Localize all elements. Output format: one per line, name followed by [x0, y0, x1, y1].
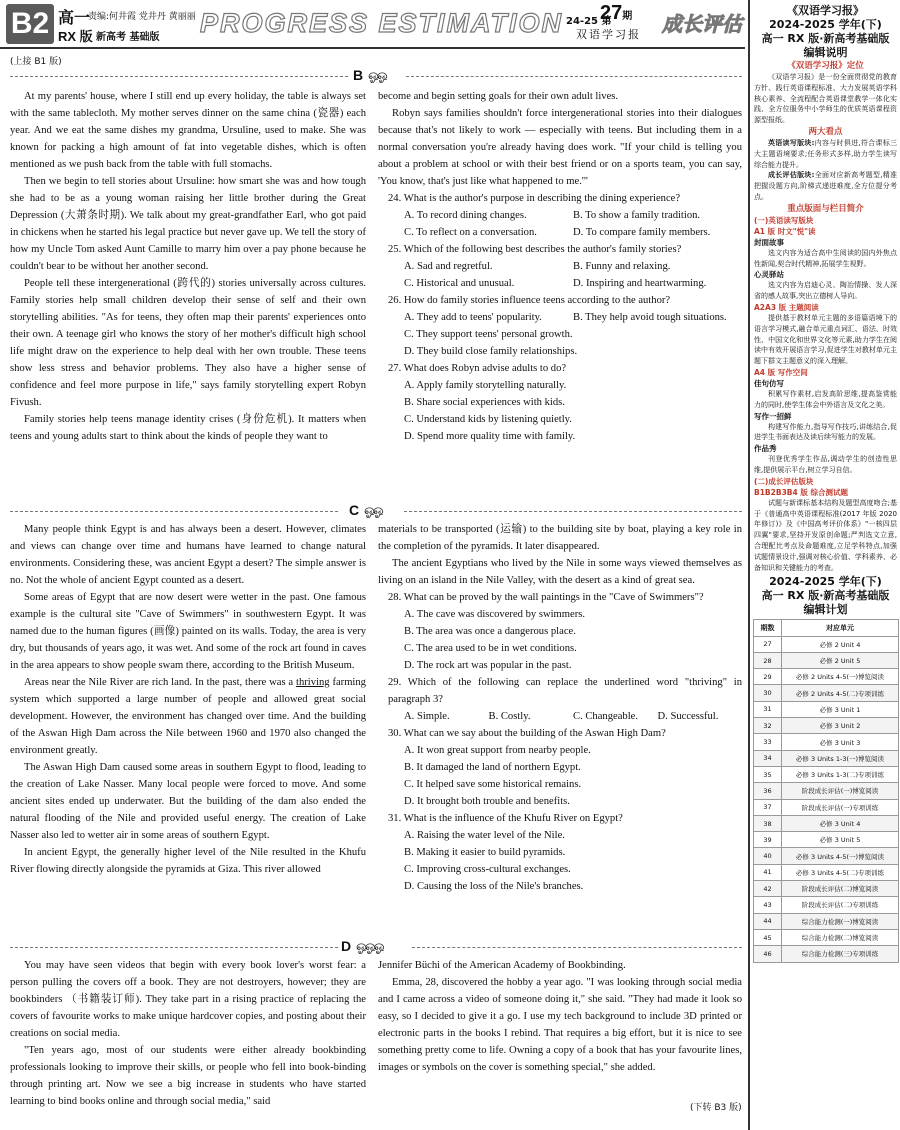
table-body: [754, 636, 899, 962]
unit-cell: 必修 3 Unit 1: [782, 701, 899, 717]
unit-cell: 必修 3 Units 1-3(二)专项训练: [782, 766, 899, 782]
section-d-right-column: [378, 957, 742, 1076]
section-divider: [10, 511, 338, 513]
issue-cell: 46: [754, 946, 782, 962]
issue-number: [600, 2, 632, 25]
version-label: RX 版: [58, 29, 93, 44]
option: B. Costly.: [488, 711, 531, 722]
sidebar-column-name: 心灵驿站: [754, 270, 784, 280]
paragraph: Then we begin to tell stories about Ursuline: how smart she was and how tough she had to be as a young woman raising her little brother during the Great Depression (大萧条时期). We talk about my great-grandfather Earl, who got paid in chickens when he started his legal practice but never gave up. We tell the story of how my Uncle Tom asked Aunt Camille to marry him over a pay phone because he couldn't bear to be without her another second.: [10, 176, 366, 272]
table-row: [754, 864, 899, 880]
sidebar-bold: 英语读写版块:: [768, 138, 815, 147]
plan-title: 编辑计划: [803, 603, 848, 617]
option-row: [378, 275, 742, 292]
unit-cell: 必修 3 Units 1-3(一)博览阅读: [782, 750, 899, 766]
paragraph: The Aswan High Dam caused some areas in southern Egypt to flood, leading to the creation of Lake Nasser. Many local people were forced to move. And some ancient sites ended up underwater. But the building of the dam also ended the natural flooding of the Nile and provided useful energy. The creation of Lake Nasser also led to wetter air in some areas of southern Egypt.: [10, 762, 366, 841]
unit-cell: 阶段成长评估(一)博览阅读: [782, 783, 899, 799]
sidebar-part-label: (一)英语读写版块: [754, 215, 814, 225]
sidebar: [748, 0, 900, 1130]
sidebar-page-label: A2A3 版 主题阅读: [754, 302, 819, 312]
issue-value: 27: [600, 2, 623, 24]
option: A. Apply family storytelling naturally.: [404, 380, 567, 391]
question-stem: 26. How do family stories influence teens according to the author?: [388, 295, 671, 306]
table-row: [754, 652, 899, 668]
sidebar-text: 构建写作能力,指导写作技巧,讲练结合,促进学生书面表达及读后续写能力的发展。: [754, 422, 897, 442]
option: C. It helped save some historical remains.: [404, 779, 582, 790]
option: A. They add to teens' popularity.: [404, 312, 542, 323]
paragraph: Jennifer Büchi of the American Academy of Bookbinding.: [378, 960, 626, 971]
table-row: [754, 766, 899, 782]
issue-cell: 40: [754, 848, 782, 864]
issue-cell: 45: [754, 929, 782, 945]
question-stem: 29. Which of the following can replace the underlined word "thriving" in paragraph 3?: [388, 677, 742, 705]
section-d-label: D: [341, 938, 352, 954]
section-c-right-column: [378, 521, 742, 895]
brand-title: 成长评估: [662, 12, 742, 36]
option: C. The area used to be in wet conditions.: [404, 643, 577, 654]
sidebar-text: 积累写作素材,启发高阶思维,提高鉴赏能力的同时,使学生体会中外语言及文化之美。: [754, 389, 897, 409]
option: C. Changeable.: [573, 711, 639, 722]
sidebar-text: 试题与新课标基本结构及题型高度吻合;基于《普通高中英语课程标准(2017 年版 2020 年修订)》及《中国高考评价体系》"一核四层四翼"要求,坚持开发原创命题;严判选文立意,合理配比考点及命题难度,立足学科特点,加强试题情景设计,强调对核心价值、学科素养、必备知识和关键能力的考查。: [754, 498, 897, 572]
table-row: [754, 718, 899, 734]
section-d-left-column: [10, 957, 366, 1110]
section-divider: [406, 76, 742, 78]
option: C. Historical and unusual.: [404, 278, 515, 289]
sidebar-title: 《双语学习报》: [787, 4, 864, 17]
sidebar-text: 刊登优秀学生作品,调动学生的创造性思维,提供展示平台,树立学习自信。: [754, 455, 897, 474]
table-row: [754, 636, 899, 652]
table-header-row: [754, 620, 899, 636]
table-row: [754, 750, 899, 766]
editors-label: 责编:何井霞 党井丹 黄丽丽: [88, 12, 196, 22]
table-row: [754, 897, 899, 913]
section-decor-icon: ஓஓ: [364, 502, 382, 517]
table-row: [754, 734, 899, 750]
option: C. Understand kids by listening quietly.: [404, 414, 572, 425]
underlined-word: thriving: [296, 677, 330, 688]
option-row: [378, 207, 742, 224]
unit-cell: 必修 2 Units 4-5(二)专项训练: [782, 685, 899, 701]
issue-cell: 38: [754, 815, 782, 831]
table-row: [754, 929, 899, 945]
sidebar-heading: 《双语学习报》定位: [787, 61, 864, 71]
paragraph-lead: Areas near the Nile River are rich land. In the past, there was a: [24, 677, 294, 688]
table-row: [754, 815, 899, 831]
option-row: [378, 224, 742, 241]
option: A. It won great support from nearby people.: [404, 745, 591, 756]
continued-from-note: (上接 B1 版): [10, 57, 62, 67]
option-row: [378, 708, 742, 725]
edit-plan-table: [753, 619, 899, 962]
issue-cell: 36: [754, 783, 782, 799]
sidebar-text: 提供基于教材单元主题的多语篇语境下的语言学习模式,融合单元重点词汇、语法、时效性、中国文化和世界文化等元素,助力学生在阅读中有效开展语言学习,促进学生对教材单元主题下群文主题意义的深入理解。: [754, 313, 897, 366]
sidebar-page-label: B1B2B3B4 版 综合测试题: [754, 487, 848, 497]
column-header: 对应单元: [782, 620, 899, 636]
year-label: 24-25 第: [566, 16, 612, 27]
section-divider: [412, 947, 742, 949]
sidebar-column-name: 作品秀: [754, 444, 777, 454]
option: D. To compare family members.: [573, 227, 711, 238]
option: A. Sad and regretful.: [404, 261, 493, 272]
issue-cell: 27: [754, 636, 782, 652]
section-divider: [404, 511, 742, 513]
unit-cell: 阶段成长评估(二)专项训练: [782, 897, 899, 913]
issue-cell: 32: [754, 718, 782, 734]
unit-cell: 综合能力检测(三)专项训练: [782, 946, 899, 962]
paragraph-rest: farming system which supported a large number of people and allowed great social development. However, the environment has changed over time. And the building of the Aswan High Dam across the Nile between 1960 and 1970 also changed the environment greatly.: [10, 677, 366, 756]
paragraph: become and begin setting goals for their own adult lives.: [378, 91, 619, 102]
sidebar-text: [754, 138, 897, 170]
unit-cell: 综合能力检测(二)博览阅读: [782, 929, 899, 945]
unit-cell: 阶段成长评估(一)专项训练: [782, 799, 899, 815]
section-b-left-column: [10, 88, 366, 445]
option-row: [378, 309, 742, 326]
table-row: [754, 913, 899, 929]
table-row: [754, 832, 899, 848]
unit-cell: 必修 3 Units 4-5(一)博览阅读: [782, 848, 899, 864]
issue-cell: 44: [754, 913, 782, 929]
table-row: [754, 783, 899, 799]
sidebar-heading: 重点版面与栏目简介: [787, 203, 864, 214]
issue-cell: 42: [754, 881, 782, 897]
option: D. They build close family relationships.: [404, 346, 578, 357]
issue-cell: 30: [754, 685, 782, 701]
grade-label: 高一: [58, 8, 91, 27]
paragraph: [10, 674, 366, 759]
table-row: [754, 669, 899, 685]
section-b-label: B: [353, 67, 364, 83]
unit-cell: 必修 2 Units 4-5(一)博览阅读: [782, 669, 899, 685]
option: D. The rock art was popular in the past.: [404, 660, 572, 671]
table-row: [754, 881, 899, 897]
sidebar-title: 编辑说明: [803, 46, 848, 59]
option: B. They help avoid tough situations.: [573, 312, 727, 323]
issue-cell: 33: [754, 734, 782, 750]
option: B. The area was once a dangerous place.: [404, 626, 576, 637]
sidebar-text: 选文内容为启迪心灵、陶冶情操、发人深省的感人故事,突出立德树人导向。: [754, 281, 897, 301]
option: A. The cave was discovered by swimmers.: [404, 609, 586, 620]
sidebar-part-label: (二)成长评估版块: [754, 476, 814, 486]
section-divider: [10, 947, 338, 949]
unit-cell: 必修 2 Unit 4: [782, 636, 899, 652]
option: D. It brought both trouble and benefits.: [404, 796, 570, 807]
option: D. Inspiring and heartwarming.: [573, 278, 707, 289]
sidebar-text-body: 全面对应新高考题型,精准把握设题方向,阶梯式递进难度,全方位提分考点。: [754, 171, 897, 201]
paragraph: The ancient Egyptians who lived by the Nile in some ways viewed themselves as living on an island in the Nile Valley, with the desert as a kind of great sea.: [378, 558, 742, 586]
option-row: [378, 258, 742, 275]
unit-cell: 必修 2 Unit 5: [782, 652, 899, 668]
option: B. Share social experiences with kids.: [404, 397, 565, 408]
issue-cell: 41: [754, 864, 782, 880]
question-stem: 28. What can be proved by the wall paintings in the "Cave of Swimmers"?: [388, 592, 704, 603]
table-row: [754, 701, 899, 717]
sidebar-column-name: 封面故事: [754, 237, 784, 247]
sidebar-heading: 两大看点: [808, 126, 843, 137]
issue-cell: 39: [754, 832, 782, 848]
section-decor-icon: ஓஓஓ: [356, 938, 383, 953]
paragraph: "Ten years ago, most of our students were either already bookbinding professionals looking to improve their skills, or people who fell into book-binding through printing art. Now we see a big increase in students who have started learning to bind books online and through social media," said: [10, 1045, 366, 1107]
option: D. Spend more quality time with family.: [404, 431, 576, 442]
section-decor-icon: ஓஓ: [368, 67, 386, 82]
issue-suffix: 期: [622, 11, 633, 22]
issue-cell: 35: [754, 766, 782, 782]
table-row: [754, 848, 899, 864]
section-c-label: C: [349, 502, 360, 518]
edition-logo: B2: [6, 4, 54, 44]
question-stem: 24. What is the author's purpose in describing the dining experience?: [388, 193, 681, 204]
sidebar-text: 选文内容为适合高中生阅读的国内外焦点性新闻,契合时代精神,拓展学生视野。: [754, 248, 897, 268]
table-row: [754, 685, 899, 701]
option: C. To reflect on a conversation.: [404, 227, 537, 238]
sidebar-title: 2024-2025 学年(下): [769, 18, 882, 31]
issue-cell: 34: [754, 750, 782, 766]
sidebar-column-name: 佳句仿写: [754, 378, 784, 388]
unit-cell: 必修 3 Unit 4: [782, 815, 899, 831]
option: A. Simple.: [404, 711, 450, 722]
paragraph: materials to be transported (运输) to the building site by boat, playing a key role in the completion of the pyramids. It later disappeared.: [378, 524, 742, 552]
paragraph: In ancient Egypt, the generally higher level of the Nile resulted in the Khufu River flowing directly alongside the pyramids at Giza. This river allowed: [10, 847, 366, 875]
paragraph: Emma, 28, discovered the hobby a year ago. "I was looking through social media and I came across a video of someone doing it," she said. "They had made it look so easy, so I decided to give it a go. I use my tech background to include 3D printed or electronic parts in the books I rebind. That requires a big effort, but it is nice to see something pretty come to life. Owning a copy of a book that has your favourite lines, images or symbols on the cover is something special," she added.: [378, 977, 742, 1073]
table-row: [754, 946, 899, 962]
column-header: 期数: [754, 620, 782, 636]
option: A. Raising the water level of the Nile.: [404, 830, 565, 841]
question-stem: 27. What does Robyn advise adults to do?: [388, 363, 567, 374]
unit-cell: 阶段成长评估(二)博览阅读: [782, 881, 899, 897]
issue-cell: 43: [754, 897, 782, 913]
issue-cell: 28: [754, 652, 782, 668]
unit-cell: 必修 3 Unit 5: [782, 832, 899, 848]
banner-title: PROGRESS ESTIMATION: [200, 8, 564, 38]
paragraph: At my parents' house, where I still end up every holiday, the table is always set with the same tablecloth. My mother serves dinner on the same china (瓷器) each year. And we eat the same dishes my grandma, Ursuline, used to make. She was known for packing a high amount of fat into vegetable dishes, which is often mentioned as we push back from the table with full stomachs.: [10, 91, 366, 170]
question-stem: 25. Which of the following best describes the author's family stories?: [388, 244, 682, 255]
option: B. Making it easier to build pyramids.: [404, 847, 566, 858]
paragraph: Some areas of Egypt that are now desert were wetter in the past. One famous example is the cultural site "Cave of Swimmers" in southwestern Egypt. It was named due to the human figures (画像) painted on its walls. Today, the area is very dry, but thousands of years ago, it was wet. And some of the rock art found in caves in the area appears to show people swam there, according to the British Museum.: [10, 592, 366, 671]
table-row: [754, 799, 899, 815]
issue-cell: 37: [754, 799, 782, 815]
option: B. To show a family tradition.: [573, 210, 701, 221]
paragraph: Family stories help teens manage identity crises (身份危机). It matters when teens and young adults start to think about the kinds of people they want to: [10, 414, 366, 442]
section-divider: [10, 76, 348, 78]
unit-cell: 必修 3 Units 4-5(二)专项训练: [782, 864, 899, 880]
paragraph: You may have seen videos that begin with every book lover's worst fear: a person pulling the covers off a book. They are not destroyers, however; they are bookbinders （书籍装订师). They take part in a rising practice of replacing the covers of favourite works to make unique hardcover copies, and posting about their creations on social media.: [10, 960, 366, 1039]
paper-name: 双语学习报: [576, 28, 641, 41]
option: D. Successful.: [657, 711, 719, 722]
option: D. Causing the loss of the Nile's branches.: [404, 881, 584, 892]
sidebar-page-label: A1 版 时文"悦"读: [754, 226, 816, 236]
unit-cell: 综合能力检测(一)博览阅读: [782, 913, 899, 929]
option: A. To record dining changes.: [404, 210, 527, 221]
issue-cell: 31: [754, 701, 782, 717]
option: C. Improving cross-cultural exchanges.: [404, 864, 571, 875]
option: B. Funny and relaxing.: [573, 261, 671, 272]
question-stem: 31. What is the influence of the Khufu River on Egypt?: [388, 813, 623, 824]
series-label: 新高考 基础版: [96, 32, 160, 43]
paragraph: People tell these intergenerational (跨代的) stories universally across cultures. Family stories help small children develop their sense of self and their own storytelling abilities. "As for teens, they often map their parents' experiences onto their own. A teenage girl who knows the story of her mother's difficult high school life might draw on the experience to help deal with her own trouble. These teens show less stress and behavior problems. They also have a higher sense of confidence and feel more purpose in life," says family storytelling expert Robyn Fivush.: [10, 278, 366, 408]
sidebar-bold: 成长评估版块:: [768, 171, 815, 180]
plan-title: 2024-2025 学年(下): [769, 575, 882, 589]
option: B. It damaged the land of northern Egypt.: [404, 762, 581, 773]
issue-cell: 29: [754, 669, 782, 685]
sidebar-text: [754, 170, 897, 202]
question-stem: 30. What can we say about the building of the Aswan High Dam?: [388, 728, 666, 739]
sidebar-text: 《双语学习报》是一份全面贯彻党的教育方针、践行英语课程标准、大力发展英语学科核心素养、全流程配合英语课堂教学一体化实践、全方位服务中小学师生的优质英语课程资源型报纸。: [754, 73, 897, 125]
section-c-left-column: [10, 521, 366, 878]
header-divider: [0, 47, 745, 49]
sidebar-text-body: 内容与时俱进,符合课标三大主题语境要求;任务形式多样,助力学生读写综合能力提升。: [754, 138, 897, 169]
sidebar-title: 高一 RX 版·新高考基础版: [761, 32, 890, 45]
paragraph: Many people think Egypt is and has always been a desert. However, climates and views can change over time and humans have learned to change natural environments. Considering these, was ancient Egypt a desert? The simple answer is no. Not the whole of ancient Egypt counted as a desert.: [10, 524, 366, 586]
sidebar-column-name: 写作一招鲜: [754, 411, 792, 421]
continued-to-note: (下转 B3 版): [690, 1103, 742, 1113]
sidebar-page-label: A4 版 写作空间: [754, 367, 808, 377]
section-b-right-column: [378, 88, 742, 445]
unit-cell: 必修 3 Unit 3: [782, 734, 899, 750]
plan-title: 高一 RX 版·新高考基础版: [761, 589, 890, 603]
unit-cell: 必修 3 Unit 2: [782, 718, 899, 734]
paragraph: Robyn says families shouldn't force intergenerational stories into their dialogues because that's not likely to work — especially with teens. But including them in a normal conversation you're already having does work. "If your child is telling you about a problem at school or with their best friend or on a sports team, you can say, 'You know, that's just like what happened to me.'": [378, 108, 742, 187]
option: C. They support teens' personal growth.: [404, 329, 573, 340]
